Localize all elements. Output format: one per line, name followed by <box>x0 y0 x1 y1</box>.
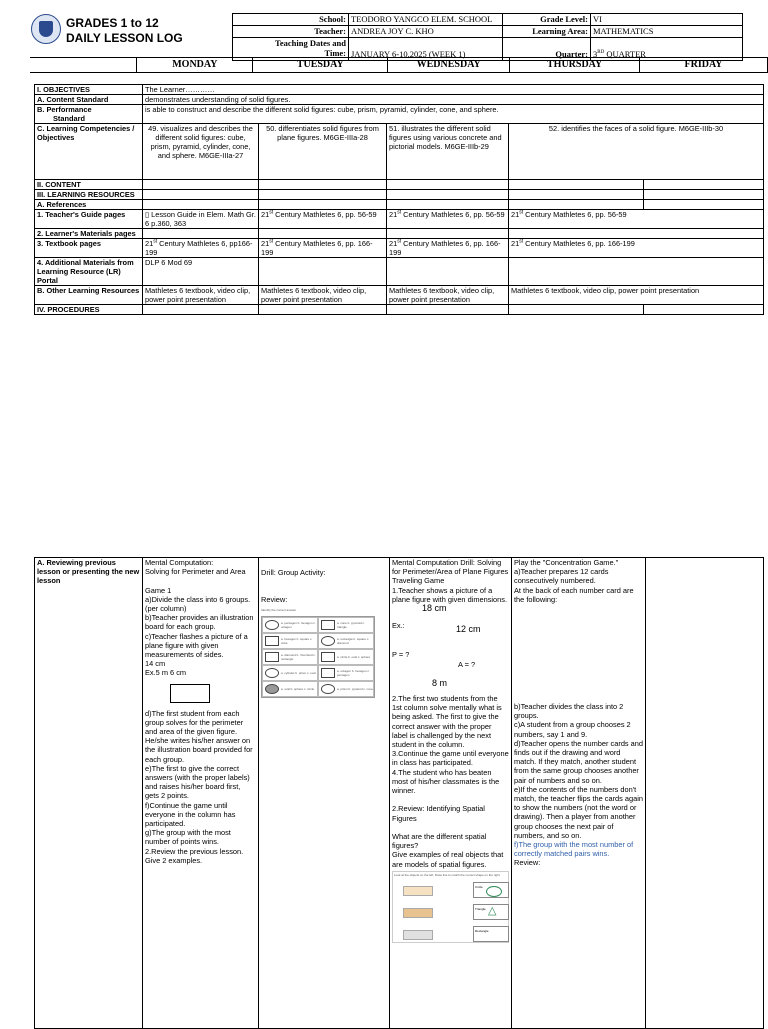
cell <box>509 200 644 210</box>
competency-thursday: 52. identifies the faces of a solid figure. M6GE-IIIb-30 <box>509 124 764 180</box>
cell <box>509 180 644 190</box>
cell <box>259 229 387 239</box>
shape-quiz-item <box>318 681 374 697</box>
review-label: A. Reviewing previous lesson or presenting the new lesson <box>35 558 143 1029</box>
textbook-label: 3. Textbook pages <box>35 239 143 258</box>
content-heading: II. CONTENT <box>35 180 143 190</box>
resources-heading: III. LEARNING RESOURCES <box>35 190 143 200</box>
cell <box>509 190 644 200</box>
dim-8m: 8 m <box>432 678 448 689</box>
cell <box>644 190 764 200</box>
review-tuesday <box>259 558 390 1029</box>
content-standard-value: demonstrates understanding of solid figures. <box>143 95 764 105</box>
monday-line: e)The first to give the correct answers (with the proper labels) and raises his/her board first, gets 2 points. <box>145 763 250 801</box>
circle-choice <box>473 882 509 898</box>
cell <box>644 180 764 190</box>
cell <box>143 229 259 239</box>
cell <box>387 258 509 286</box>
cell <box>143 180 259 190</box>
object-icon <box>403 930 433 940</box>
teachers-guide-tuesday: 21st Century Mathletes 6, pp. 56-59 <box>259 210 387 229</box>
tuesday-drill-title: Drill: Group Activity: <box>261 568 326 577</box>
competency-tuesday: 50. differentiates solid figures from plane figures. M6GE-IIIa-28 <box>259 124 387 180</box>
shape-quiz-options: a. pentagon b. hexagon c. octagon <box>281 621 316 630</box>
shape-icon <box>265 620 279 630</box>
teacher-label: Teacher: <box>233 26 349 38</box>
cell <box>387 190 509 200</box>
other-resources-tuesday: Mathletes 6 textbook, video clip, power point presentation <box>259 286 387 305</box>
additional-materials-label: 4. Additional Materials from Learning Resource (LR) Portal <box>35 258 143 286</box>
shape-icon <box>265 684 279 694</box>
dim-ex: Ex.: <box>392 621 405 631</box>
monday-line: Solving for Perimeter and Area <box>145 567 246 577</box>
monday-line: g)The group with the most number of points wins. <box>145 828 231 847</box>
textbook-monday: 21st Century Mathletes 6, pp166-199 <box>143 239 259 258</box>
rectangle-choice <box>473 926 509 942</box>
shape-quiz-item <box>318 633 374 649</box>
day-monday: MONDAY <box>137 58 253 73</box>
teachers-guide-monday <box>143 210 259 229</box>
additional-materials-monday: DLP 6 Mod 69 <box>143 258 259 286</box>
shape-quiz-options: a. octagon b. hexagon c. pentagon <box>337 669 370 678</box>
monday-line: 14 cm <box>145 659 166 669</box>
objectives-heading: I. OBJECTIVES <box>35 85 143 95</box>
grade-value: VI <box>591 14 743 26</box>
review-wednesday-part2 <box>392 694 509 869</box>
review-monday-part1 <box>145 558 256 678</box>
cell <box>644 200 764 210</box>
triangle-icon: △ <box>488 904 497 917</box>
wednesday-line: 2.The first two students from the 1st column solve mentally what is being asked. The first to give the correct answer with the proper label is challenged by the next student in the column. <box>392 694 502 750</box>
teachers-guide-thursday: 21st Century Mathletes 6, pp. 56-59 <box>509 210 764 229</box>
shape-quiz-item <box>262 633 318 649</box>
wednesday-line: What are the different spatial figures? <box>392 832 487 851</box>
performance-standard-value: is able to construct and describe the different solid figures: cube, prism, pyramid, cylinder, cone, and sphere. <box>143 105 764 124</box>
monday-line: Ex.5 m 6 cm <box>145 668 187 678</box>
grade-label: Grade Level: <box>503 14 591 26</box>
dates-value: JANUARY 6-10,2025 (WEEK 1) <box>349 38 503 61</box>
textbook-thursday: 21st Century Mathletes 6, pp. 166-199 <box>509 239 764 258</box>
teachers-guide-wednesday: 21st Century Mathletes 6, pp. 56-59 <box>387 210 509 229</box>
shape-quiz-caption: Identify the correct answer <box>261 608 297 613</box>
monday-line: 2.Review the previous lesson. Give 2 examples. <box>145 846 244 865</box>
cell <box>259 180 387 190</box>
shape-quiz-item <box>262 649 318 665</box>
shape-quiz-options: a. rectangle b. square c. diamond <box>337 637 370 646</box>
shape-icon <box>321 636 335 646</box>
shape-quiz-grid <box>261 616 375 698</box>
review-wednesday-part1 <box>392 558 509 604</box>
thursday-line: a)Teacher prepares 12 cards consecutively numbered. <box>514 567 609 586</box>
performance-label-line1: B. Performance <box>37 105 92 114</box>
teacher-value: ANDREA JOY C. KHO <box>349 26 503 38</box>
circle-icon <box>486 886 502 897</box>
shape-quiz-options: a. hexagon b. square c. cube <box>281 637 313 646</box>
rectangle-choice-label: Rectangle <box>475 928 489 933</box>
other-resources-thursday: Mathletes 6 textbook, video clip, power point presentation <box>509 286 764 305</box>
cell <box>387 180 509 190</box>
shape-icon <box>265 652 279 662</box>
wednesday-line: 3.Continue the game until everyone in class has participated. <box>392 749 509 768</box>
monday-line: a)Divide the class into 6 groups. (per column) <box>145 594 251 614</box>
shape-quiz-item <box>262 681 318 697</box>
shape-quiz-item <box>318 617 374 633</box>
shape-quiz-item <box>318 665 374 681</box>
area-value: MATHEMATICS <box>591 26 743 38</box>
performance-standard-label <box>35 105 143 124</box>
other-resources-wednesday: Mathletes 6 textbook, video clip, power point presentation <box>387 286 509 305</box>
competency-label: C. Learning Competencies / Objectives <box>35 124 143 180</box>
day-tuesday: TUESDAY <box>253 58 388 73</box>
shape-quiz-options: a. prism b. pyramid c. cone <box>337 687 374 692</box>
area-label: Learning Area: <box>503 26 591 38</box>
dates-label-line2: Time: <box>324 48 346 58</box>
shape-icon <box>321 668 335 678</box>
dim-12cm: 12 cm <box>456 624 481 635</box>
monday-line: Mental Computation: <box>145 558 214 567</box>
dim-18cm: 18 cm <box>422 603 447 614</box>
monday-line: Game 1 <box>145 585 172 595</box>
procedures-heading: IV. PROCEDURES <box>35 305 143 315</box>
dim-area: A = ? <box>458 660 476 670</box>
shape-icon <box>265 668 279 678</box>
tuesday-review-label: Review: <box>261 595 288 605</box>
wood-icon <box>403 908 433 918</box>
shape-quiz-options: a. cylinder b. prism c. oval <box>281 671 316 676</box>
triangle-choice-label: Triangle <box>475 906 486 911</box>
day-friday: FRIDAY <box>640 58 768 73</box>
quarter-number: 3RD QUARTER <box>593 49 646 59</box>
content-standard-label: A. Content Standard <box>35 95 143 105</box>
shape-icon <box>265 636 279 646</box>
cell <box>644 305 764 315</box>
thursday-line: At the back of each number card are the following: <box>514 585 634 604</box>
header-info-table <box>232 13 743 61</box>
days-corner <box>30 58 137 73</box>
thursday-line: Play the "Concentration Game." <box>514 558 619 567</box>
wednesday-dimension-figure <box>392 604 509 694</box>
cell <box>143 190 259 200</box>
review-monday <box>143 558 259 1029</box>
cell <box>509 258 764 286</box>
shape-icon <box>321 684 335 694</box>
day-thursday: THURSDAY <box>510 58 640 73</box>
references-label: A. References <box>35 200 143 210</box>
lesson-table <box>34 84 764 315</box>
monday-line: f)Continue the game until everyone in the column has participated. <box>145 800 236 829</box>
cell <box>259 258 387 286</box>
shape-icon <box>321 620 335 630</box>
textbook-wednesday: 21st Century Mathletes 6, pp. 166-199 <box>387 239 509 258</box>
figure-rectangle <box>170 684 210 703</box>
shape-quiz-item <box>262 617 318 633</box>
shape-quiz-options: a. cone b. pyramid c. triangle <box>337 621 365 630</box>
thursday-spacer <box>514 604 643 702</box>
cell <box>387 200 509 210</box>
missing-glyph-icon: ▯ <box>145 210 150 219</box>
cell <box>259 200 387 210</box>
wednesday-line: 1.Teacher shows a picture of a plane figure with given dimensions. <box>392 585 508 604</box>
wednesday-line: 4.The student who has beaten most of his/her classmates is the winner. <box>392 767 500 796</box>
school-value: TEODORO YANGCO ELEM. SCHOOL <box>349 14 503 26</box>
pizza-icon <box>403 886 433 896</box>
wednesday-line: Mental Computation Drill: Solving for Perimeter/Area of Plane Figures <box>392 558 509 577</box>
cell <box>387 229 509 239</box>
dim-perimeter: P = ? <box>392 650 410 660</box>
thursday-winner-rule: f)The group with the most number of correctly matched pairs wins. <box>514 840 634 859</box>
quarter-label: Quarter: <box>503 38 591 61</box>
thursday-review-label: Review: <box>514 858 541 868</box>
monday-line: d)The first student from each group solves for the perimeter and area of the given figure. He/she writes his/her answer on the illustration board provided for each group. <box>145 708 253 764</box>
learners-materials-label: 2. Learner's Materials pages <box>35 229 143 239</box>
teachers-guide-label: 1. Teacher's Guide pages <box>35 210 143 229</box>
shape-quiz-options: a. circle b. oval c. sphere <box>337 655 371 660</box>
matching-caption: Look at the objects on the left. Draw line to match the correct shape on the right. <box>394 872 501 877</box>
shape-quiz-item <box>318 649 374 665</box>
circle-choice-label: Circle <box>475 884 483 889</box>
day-wednesday: WEDNESDAY <box>388 58 510 73</box>
review-thursday <box>512 558 646 1029</box>
wednesday-line: Give examples of real objects that are models of spatial figures. <box>392 850 504 869</box>
review-thursday-part1 <box>514 558 643 604</box>
competency-monday: 49. visualizes and describes the different solid figures: cube, prism, pyramid, cylinder, cone, and sphere. M6GE-IIIa-27 <box>143 124 259 180</box>
learner-text: The Learner………… <box>143 85 764 95</box>
cell <box>387 305 509 315</box>
review-monday-part2 <box>145 709 256 865</box>
teachers-guide-monday-text: Lesson Guide in Elem. Math Gr. 6 p.360, 363 <box>145 210 256 228</box>
other-resources-monday: Mathletes 6 textbook, video clip, power point presentation <box>143 286 259 305</box>
shape-quiz-item <box>262 665 318 681</box>
triangle-choice <box>473 904 509 920</box>
other-resources-label: B. Other Learning Resources <box>35 286 143 305</box>
review-thursday-part2: b)Teacher divides the class into 2 groups. c)A student from a group chooses 2 numbers, say 1 and 9. d)Teacher opens the number cards and finds out if the drawing and word match. If they match, another student from the same group chooses another pair of numbers and so on. e)If the contents of the numbers don't match, the teacher flips the cards again to show the numbers (not the word or drawing). Then a player from another group chooses the next pair of numbers, and so on. <box>514 702 644 840</box>
cell <box>143 200 259 210</box>
textbook-tuesday: 21st Century Mathletes 6, pp. 166-199 <box>259 239 387 258</box>
shape-matching-exercise <box>392 871 509 943</box>
wednesday-line: 2.Review: Identifying Spatial Figures <box>392 804 485 823</box>
shape-quiz-options: a. diamond b. rhomboid c. rectangle <box>281 653 316 662</box>
wednesday-line <box>392 795 509 804</box>
deped-seal <box>31 14 61 44</box>
cell <box>259 305 387 315</box>
days-header <box>30 57 768 73</box>
wednesday-line <box>392 823 509 832</box>
performance-label-line2: Standard <box>53 114 86 123</box>
procedures-table <box>34 557 764 1029</box>
shape-icon <box>321 652 335 662</box>
title-line-2: DAILY LESSON LOG <box>66 31 183 45</box>
shape-quiz-options: a. oval b. sphere c. circle <box>281 687 315 692</box>
review-wednesday <box>390 558 512 1029</box>
monday-line: b)Teacher provides an illustration board for each group. <box>145 613 254 632</box>
dates-label-line1: Teaching Dates and <box>274 38 346 48</box>
cell <box>259 190 387 200</box>
school-label: School: <box>233 14 349 26</box>
wednesday-line: Traveling Game <box>392 576 445 586</box>
cell <box>143 305 259 315</box>
title-line-1: GRADES 1 to 12 <box>66 16 159 30</box>
review-friday <box>646 558 764 1029</box>
monday-line: c)Teacher flashes a picture of a plane figure with given measurements of sides. <box>145 631 248 660</box>
competency-wednesday: 51. illustrates the different solid figures using various concrete and pictorial models. M6GE-IIIb-29 <box>387 124 509 180</box>
cell <box>509 229 764 239</box>
cell <box>509 305 644 315</box>
monday-line <box>145 576 256 585</box>
